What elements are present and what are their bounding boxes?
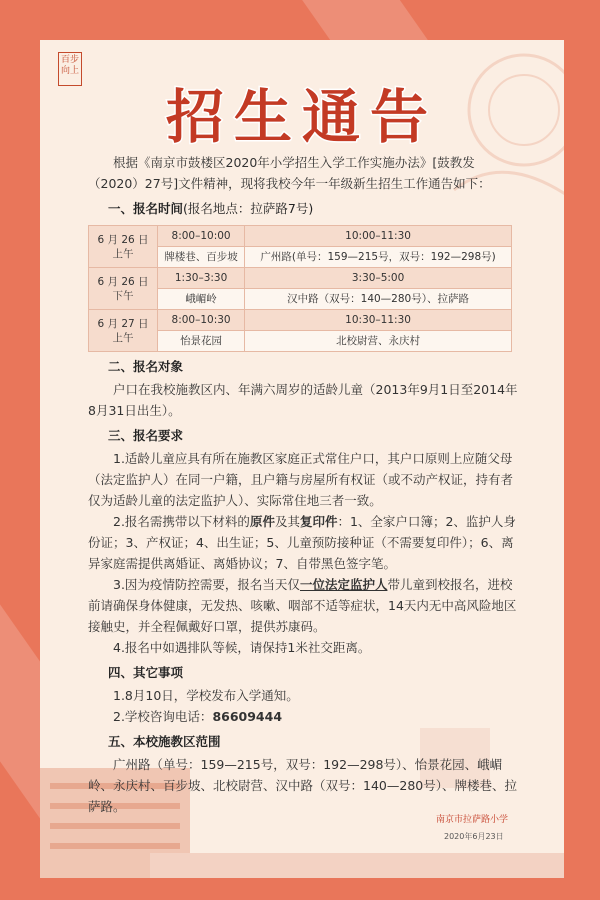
schedule-time: 8:00–10:00 — [158, 226, 245, 247]
paragraph: 1.8月10日，学校发布入学通知。 — [113, 688, 299, 703]
schedule-area: 北校尉营、永庆村 — [245, 331, 512, 352]
school-logo: 南京市拉萨路小学 — [436, 815, 509, 825]
section-heading: 五、本校施教区范围 — [108, 734, 221, 749]
intro-paragraph: 根据《南京市鼓楼区2020年小学招生入学工作实施办法》[鼓教发（2020）27号]文件精神，现将我校今年一年级新生招生工作通告如下： — [88, 155, 491, 191]
notice-date: 2020年6月23日 — [444, 832, 504, 841]
section-heading: 四、其它事项 — [108, 665, 184, 680]
schedule-day: 6 月 26 日 下午 — [89, 268, 158, 310]
schedule-time: 10:30–11:30 — [245, 310, 512, 331]
school-seal: 百步向上 — [58, 52, 82, 86]
page-title: 招生通告 — [165, 83, 438, 151]
schedule-time: 3:30–5:00 — [245, 268, 512, 289]
schedule-area: 汉中路（双号：140—280号）、拉萨路 — [245, 289, 512, 310]
schedule-time: 10:00–11:30 — [245, 226, 512, 247]
schedule-area: 怡景花园 — [158, 331, 245, 352]
phone-number: 86609444 — [212, 709, 283, 724]
paragraph: 4.报名中如遇排队等候，请保持1米社交距离。 — [113, 640, 371, 655]
notice-content — [88, 152, 518, 817]
schedule-time-row — [89, 226, 512, 247]
notice-card — [40, 40, 564, 878]
paragraph: 户口在我校施教区内、年满六周岁的适龄儿童（2013年9月1日至2014年8月31日出生）。 — [88, 382, 518, 418]
section-heading: 一、报名时间(报名地点：拉萨路7号) — [108, 201, 314, 216]
section-heading: 三、报名要求 — [108, 428, 184, 443]
schedule-area: 广州路(单号：159—215号，双号：192—298号) — [245, 247, 512, 268]
paragraph: 2.学校咨询电话：86609444 — [113, 709, 283, 724]
section-heading: 二、报名对象 — [108, 359, 184, 374]
schedule-time: 8:00–10:30 — [158, 310, 245, 331]
paragraph: 1.适龄儿童应具有所在施教区家庭正式常住户口，其户口原则上应随父母（法定监护人）在同一户籍，且户籍与房屋所有权证（或不动产权证，持有者仅为适龄儿童的法定监护人）、实际常住地三者一致。 — [88, 451, 514, 508]
schedule-area: 牌楼巷、百步坡 — [158, 247, 245, 268]
paragraph: 广州路（单号：159—215号，双号：192—298号）、怡景花园、峨嵋岭、永庆村、百步坡、北校尉营、汉中路（双号：140—280号）、牌楼巷、拉萨路。 — [88, 757, 517, 814]
schedule-time-row — [89, 268, 512, 289]
schedule-time-row — [89, 310, 512, 331]
paragraph: 2.报名需携带以下材料的原件及其复印件：1、全家户口簿；2、监护人身份证；3、产权证；4、出生证；5、儿童预防接种证（不需要复印件）；6、离异家庭需提供离婚证、离婚协议；7、自带黑色签字笔。 — [88, 514, 516, 571]
schedule-time: 1:30–3:30 — [158, 268, 245, 289]
schedule-day: 6 月 27 日 上午 — [89, 310, 158, 352]
schedule-table — [88, 225, 512, 352]
schedule-day: 6 月 26 日 上午 — [89, 226, 158, 268]
paragraph: 3.因为疫情防控需要，报名当天仅一位法定监护人带儿童到校报名，进校前请确保身体健康，无发热、咳嗽、咽部不适等症状，14天内无中高风险地区接触史，并全程佩戴好口罩，提供苏康码。 — [88, 577, 517, 634]
schedule-area: 峨嵋岭 — [158, 289, 245, 310]
